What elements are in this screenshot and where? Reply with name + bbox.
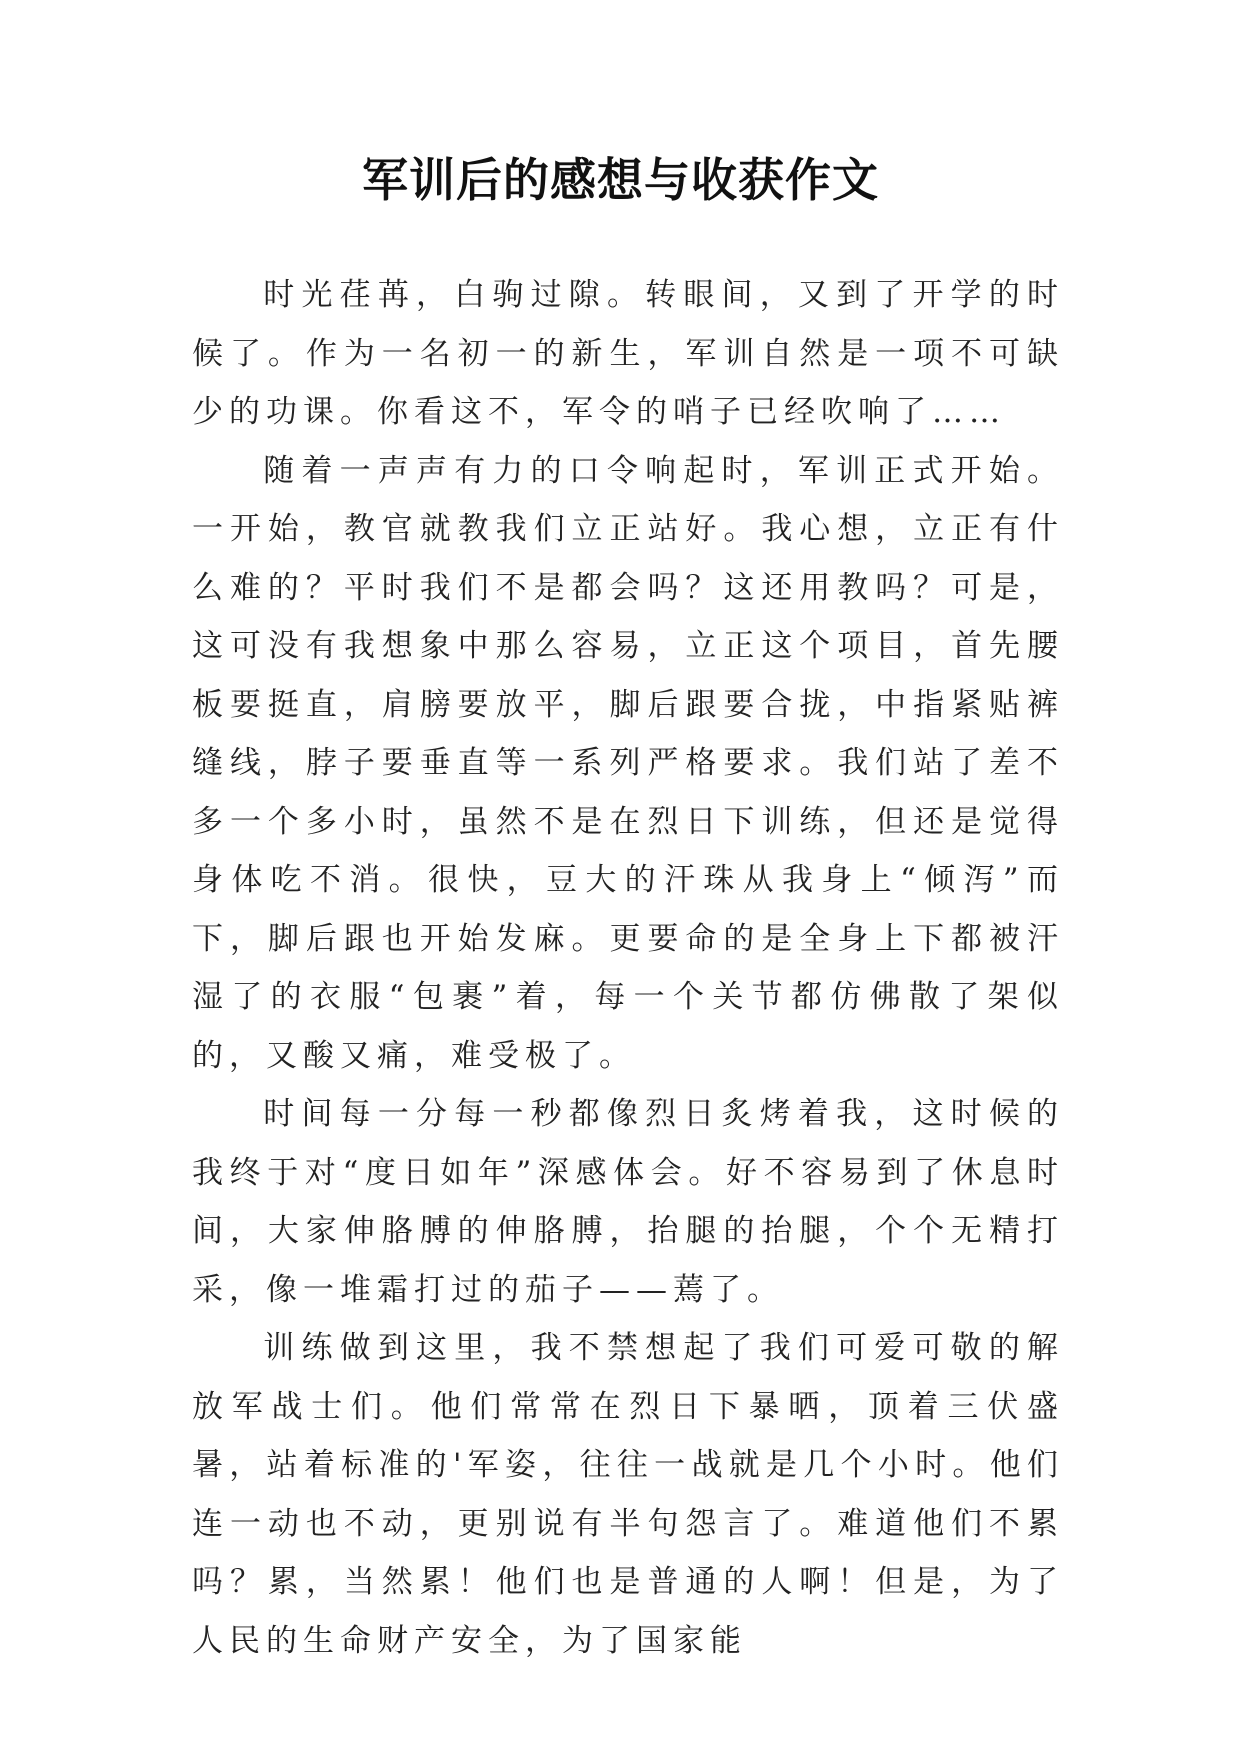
document-body bbox=[192, 266, 1064, 1670]
paragraph-2: 随着一声声有力的口令响起时，军训正式开始。一开始，教官就教我们立正站好。我心想，立正有什么难的？平时我们不是都会吗？这还用教吗？可是，这可没有我想象中那么容易，立正这个项目，首先腰板要挺直，肩膀要放平，脚后跟要合拢，中指紧贴裤缝线，脖子要垂直等一系列严格要求。我们站了差不多一个多小时，虽然不是在烈日下训练，但还是觉得身体吃不消。很快，豆大的汗珠从我身上“倾泻”而下，脚后跟也开始发麻。更要命的是全身上下都被汗湿了的衣服“包裹”着，每一个关节都仿佛散了架似的，又酸又痛，难受极了。 bbox=[192, 452, 1064, 1074]
paragraph-4: 训练做到这里，我不禁想起了我们可爱可敬的解放军战士们。他们常常在烈日下暴晒，顶着三伏盛暑，站着标准的'军姿，往往一战就是几个小时。他们连一动也不动，更别说有半句怨言了。难道他们不累吗？累，当然累！他们也是普通的人啊！但是，为了人民的生命财产安全，为了国家能 bbox=[192, 1330, 1064, 1659]
paragraph-1: 时光荏苒，白驹过隙。转眼间，又到了开学的时候了。作为一名初一的新生，军训自然是一项不可缺少的功课。你看这不，军令的哨子已经吹响了…… bbox=[192, 277, 1064, 430]
document-title: 军训后的感想与收获作文 bbox=[362, 153, 879, 207]
paragraph-3: 时间每一分每一秒都像烈日炙烤着我，这时候的我终于对“度日如年”深感体会。好不容易到了休息时间，大家伸胳膊的伸胳膊，抬腿的抬腿，个个无精打采，像一堆霜打过的茄子——蔫了。 bbox=[192, 1096, 1064, 1308]
